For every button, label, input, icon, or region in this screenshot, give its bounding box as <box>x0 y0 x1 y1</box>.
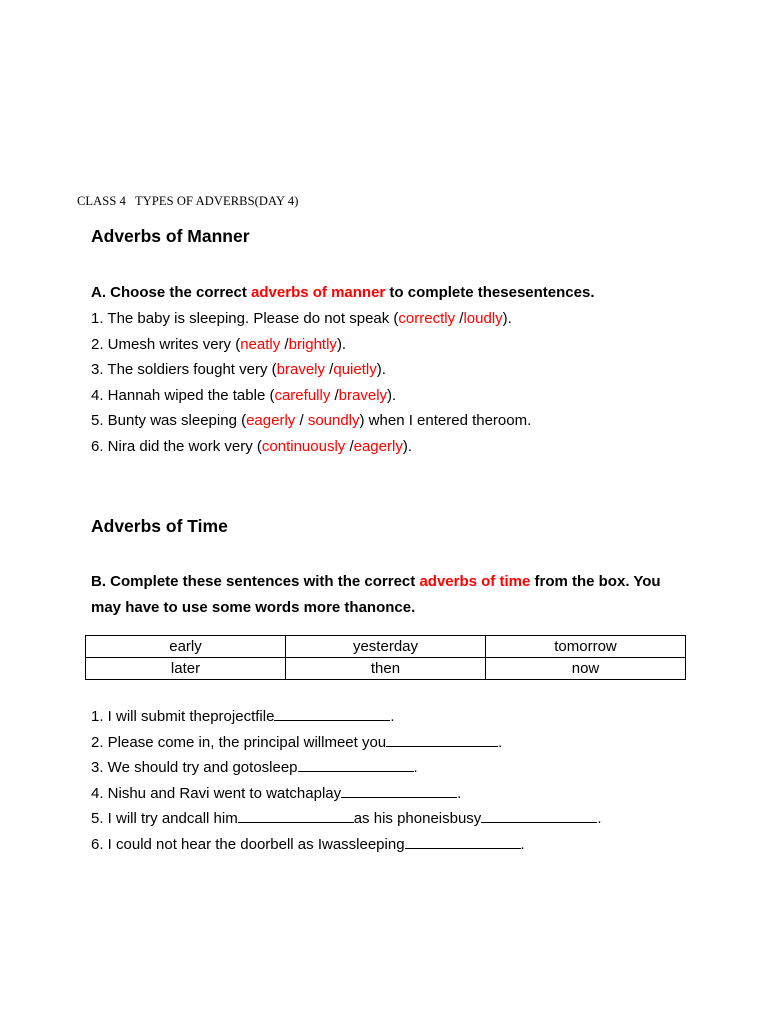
sentence-text: ). <box>402 437 412 455</box>
option-word: loudly <box>463 310 503 327</box>
option-word: brightly <box>288 335 337 353</box>
time-sentence-list <box>91 704 601 857</box>
sentence-text: ). <box>336 335 347 353</box>
sentence-text: . <box>597 810 602 827</box>
sentence-text: . <box>390 708 395 725</box>
list-item <box>91 332 531 358</box>
option-separator: / <box>345 437 354 455</box>
list-item <box>91 755 601 781</box>
list-item <box>91 781 601 807</box>
sentence-text: . <box>457 784 462 802</box>
sentence-text: . <box>520 835 525 853</box>
option-separator: / <box>295 412 308 429</box>
sentence-text: ) when I entered theroom. <box>359 412 532 429</box>
sentence-text: 4. Nishu and Ravi went to watchaplay <box>91 784 342 802</box>
option-separator: / <box>280 335 289 353</box>
instruction-text: A. Choose the correct <box>91 284 252 301</box>
instruction-text: B. Complete these sentences with the correct <box>91 573 420 590</box>
topic-label: TYPES OF ADVERBS(DAY 4) <box>134 194 299 208</box>
section-a-instruction <box>91 280 595 306</box>
list-item <box>91 306 531 332</box>
word-cell: early <box>86 636 286 658</box>
option-word: bravely <box>338 386 388 404</box>
option-word: quietly <box>333 361 377 378</box>
word-cell: tomorrow <box>486 636 686 658</box>
option-separator: / <box>455 310 464 327</box>
sentence-text: 1. The baby is sleeping. Please do not speak ( <box>91 310 399 327</box>
sentence-text: 3. We should try and gotosleep <box>91 759 298 776</box>
table-row <box>86 658 686 680</box>
list-item <box>91 832 601 858</box>
sentence-text: as his phoneisbusy <box>353 810 482 827</box>
sentence-text: 6. I could not hear the doorbell as Iwassleeping <box>91 835 405 853</box>
sentence-text: . <box>413 759 418 776</box>
instruction-text: to complete thesesentences. <box>385 284 595 301</box>
instruction-text: from the box. You may have to use some words more thanonce. <box>91 573 661 616</box>
instruction-highlight: adverbs of manner <box>251 284 386 301</box>
answer-blank[interactable] <box>274 706 390 721</box>
section-b-heading: Adverbs of Time <box>91 516 228 536</box>
list-item <box>91 704 601 730</box>
word-cell: now <box>486 658 686 680</box>
option-word: eagerly <box>246 412 296 429</box>
list-item <box>91 408 531 434</box>
sentence-text: 2. Umesh writes very ( <box>91 335 241 353</box>
answer-blank[interactable] <box>298 757 414 772</box>
list-item <box>91 806 601 832</box>
section-b-instruction <box>91 569 691 621</box>
option-word: soundly <box>307 412 360 429</box>
list-item <box>91 383 531 409</box>
worksheet-header <box>77 194 299 209</box>
sentence-text: 3. The soldiers fought very ( <box>91 361 277 378</box>
table-row <box>86 636 686 658</box>
answer-blank[interactable] <box>405 834 521 849</box>
word-cell: then <box>286 658 486 680</box>
sentence-text: 5. I will try andcall him <box>91 810 238 827</box>
word-cell: yesterday <box>286 636 486 658</box>
word-cell: later <box>86 658 286 680</box>
list-item <box>91 357 531 383</box>
manner-sentence-list <box>91 306 531 459</box>
option-word: eagerly <box>353 437 403 455</box>
answer-blank[interactable] <box>481 808 597 823</box>
word-box-table <box>85 635 686 680</box>
sentence-text: ). <box>502 310 512 327</box>
option-word: bravely <box>276 361 326 378</box>
answer-blank[interactable] <box>386 732 498 747</box>
answer-blank[interactable] <box>238 808 354 823</box>
sentence-text: 6. Nira did the work very ( <box>91 437 262 455</box>
sentence-text: . <box>498 733 503 751</box>
sentence-text: 4. Hannah wiped the table ( <box>91 386 275 404</box>
sentence-text: 5. Bunty was sleeping ( <box>91 412 247 429</box>
option-word: neatly <box>240 335 281 353</box>
list-item <box>91 434 531 460</box>
sentence-text: ). <box>376 361 386 378</box>
option-word: carefully <box>274 386 331 404</box>
sentence-text: 2. Please come in, the principal willmeet you <box>91 733 387 751</box>
sentence-text: ). <box>387 386 397 404</box>
class-label: CLASS 4 <box>77 194 126 208</box>
option-word: correctly <box>398 310 456 327</box>
section-a-heading: Adverbs of Manner <box>91 226 250 246</box>
list-item <box>91 730 601 756</box>
answer-blank[interactable] <box>341 783 457 798</box>
instruction-highlight: adverbs of time <box>419 573 531 590</box>
option-separator: / <box>325 361 334 378</box>
option-separator: / <box>330 386 339 404</box>
option-word: continuously <box>261 437 346 455</box>
sentence-text: 1. I will submit theprojectfile <box>91 708 275 725</box>
